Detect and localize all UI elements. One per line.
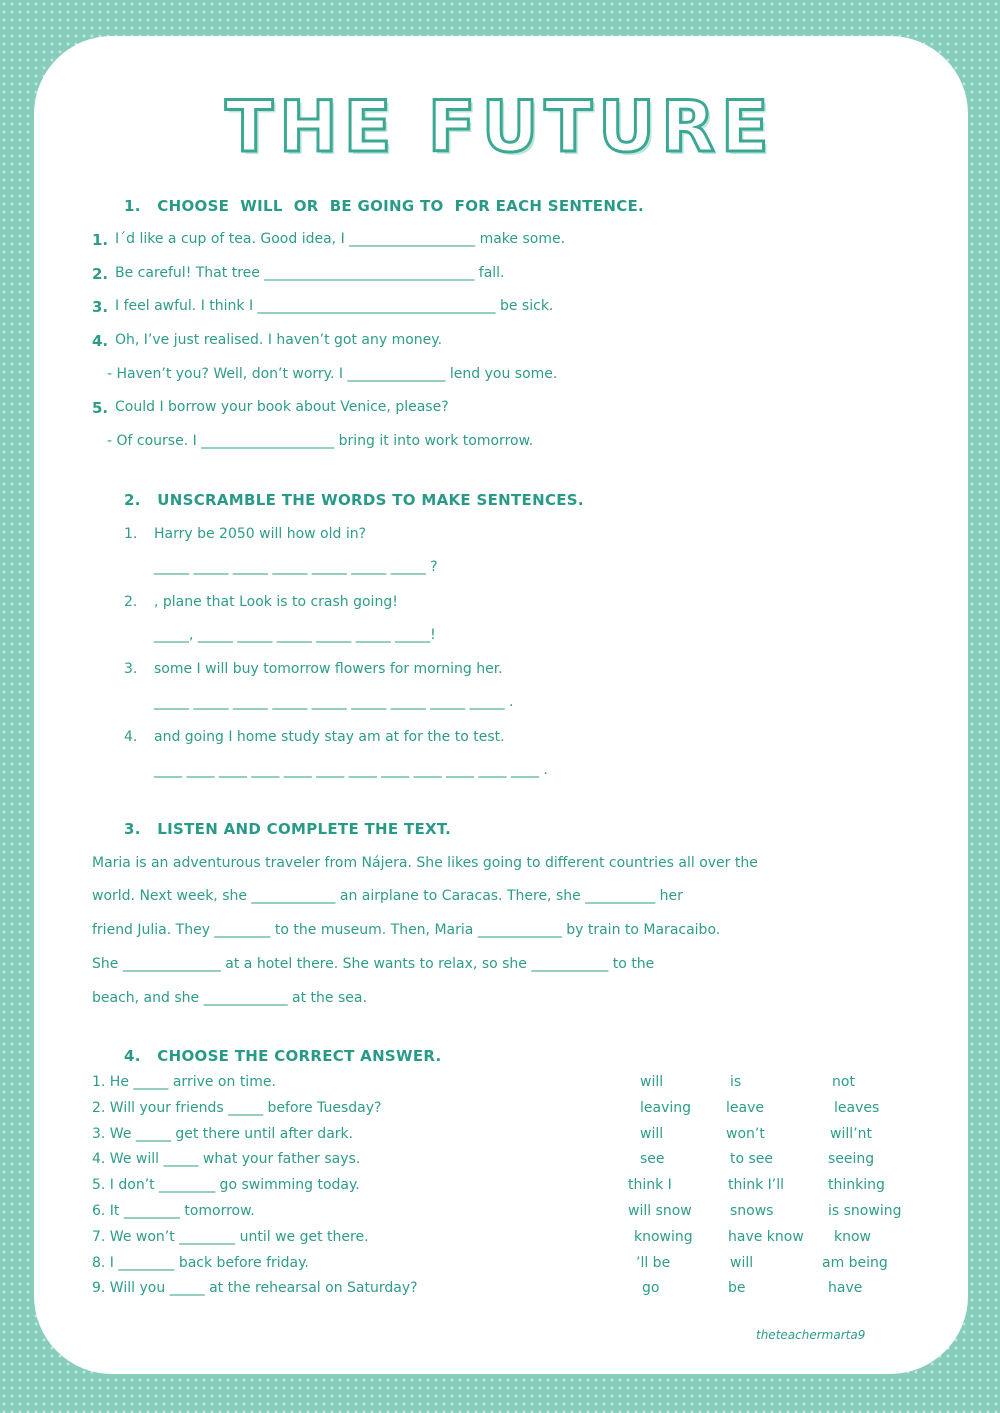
scrambled-words: , plane that Look is to crash going! bbox=[154, 594, 398, 610]
answer-option: thinking bbox=[828, 1177, 885, 1194]
answer-blanks: _____ _____ _____ _____ _____ _____ _____ ? bbox=[154, 559, 438, 575]
question-text: 7. We won’t ________ until we get there. bbox=[92, 1228, 369, 1245]
question-text: 5. I don’t ________ go swimming today. bbox=[92, 1177, 360, 1194]
answer-option: have bbox=[828, 1280, 863, 1297]
question-text: Oh, I’ve just realised. I haven’t got any money. bbox=[115, 332, 443, 348]
answer-option: knowing bbox=[634, 1228, 693, 1245]
answer-option: leave bbox=[726, 1099, 764, 1116]
answer-blanks: _____, _____ _____ _____ _____ _____ _____! bbox=[154, 627, 436, 643]
question-text: 4. We will _____ what your father says. bbox=[92, 1151, 361, 1168]
question-number: 3. bbox=[92, 298, 109, 316]
question-number: 2. bbox=[92, 265, 109, 283]
item-number: 3. bbox=[124, 661, 138, 677]
question-text: I´d like a cup of tea. Good idea, I __________________ make some. bbox=[115, 231, 566, 247]
question-number: 4. bbox=[92, 332, 109, 350]
section-2-heading: 2. UNSCRAMBLE THE WORDS TO MAKE SENTENCES. bbox=[124, 491, 584, 509]
answer-option: will bbox=[730, 1254, 754, 1271]
question-text: 2. Will your friends _____ before Tuesday? bbox=[92, 1099, 382, 1116]
answer-option: leaving bbox=[640, 1099, 692, 1116]
scrambled-words: some I will buy tomorrow flowers for morning her. bbox=[154, 661, 503, 677]
answer-option: will’nt bbox=[830, 1125, 872, 1142]
answer-blanks: ____ ____ ____ ____ ____ ____ ____ ____ ____ ____ ____ ____ . bbox=[154, 762, 548, 778]
answer-option: snows bbox=[730, 1203, 774, 1219]
answer-line: - Of course. I ___________________ bring it into work tomorrow. bbox=[107, 433, 534, 449]
item-number: 2. bbox=[124, 594, 138, 610]
answer-option: go bbox=[642, 1280, 660, 1297]
answer-option: won’t bbox=[726, 1125, 765, 1142]
answer-option: know bbox=[834, 1228, 871, 1245]
answer-blanks: _____ _____ _____ _____ _____ _____ _____ _____ _____ . bbox=[154, 694, 514, 710]
answer-option: not bbox=[832, 1074, 855, 1090]
answer-option: seeing bbox=[828, 1151, 875, 1168]
question-text: Could I borrow your book about Venice, please? bbox=[115, 399, 449, 415]
paragraph-line: world. Next week, she ____________ an airplane to Caracas. There, she __________ her bbox=[92, 888, 683, 904]
section-3-heading: 3. LISTEN AND COMPLETE THE TEXT. bbox=[124, 820, 452, 838]
question-text: I feel awful. I think I __________________________________ be sick. bbox=[115, 298, 554, 314]
page-title: THE FUTURE bbox=[225, 86, 775, 168]
answer-option: to see bbox=[730, 1151, 774, 1168]
scrambled-words: and going I home study stay am at for the to test. bbox=[154, 729, 505, 745]
question-text: 9. Will you _____ at the rehearsal on Saturday? bbox=[92, 1280, 418, 1297]
question-number: 5. bbox=[92, 399, 109, 417]
answer-option: have know bbox=[728, 1228, 804, 1245]
answer-option: will bbox=[640, 1074, 664, 1090]
paragraph-line: beach, and she ____________ at the sea. bbox=[92, 990, 367, 1006]
section-4-heading: 4. CHOOSE THE CORRECT ANSWER. bbox=[124, 1047, 442, 1065]
answer-option: think I bbox=[628, 1177, 672, 1194]
question-text: 1. He _____ arrive on time. bbox=[92, 1074, 276, 1090]
answer-option: will bbox=[640, 1125, 664, 1142]
item-number: 1. bbox=[124, 526, 138, 542]
answer-option: ’ll be bbox=[636, 1254, 671, 1271]
paragraph-line: She ______________ at a hotel there. She wants to relax, so she ___________ to the bbox=[92, 956, 655, 972]
signature: theteachermarta9 bbox=[756, 1328, 866, 1342]
answer-option: leaves bbox=[834, 1099, 880, 1116]
scrambled-words: Harry be 2050 will how old in? bbox=[154, 526, 367, 542]
answer-option: will snow bbox=[628, 1203, 692, 1219]
answer-option: is snowing bbox=[828, 1203, 902, 1219]
answer-option: is bbox=[730, 1074, 742, 1090]
section-1-heading: 1. CHOOSE WILL OR BE GOING TO FOR EACH SENTENCE. bbox=[124, 197, 645, 215]
question-text: 3. We _____ get there until after dark. bbox=[92, 1125, 354, 1142]
question-text: Be careful! That tree ______________________________ fall. bbox=[115, 265, 505, 281]
answer-line: - Haven’t you? Well, don’t worry. I ______________ lend you some. bbox=[107, 366, 558, 382]
paragraph-line: Maria is an adventurous traveler from Nájera. She likes going to different countries all over the bbox=[92, 855, 758, 871]
question-text: 8. I ________ back before friday. bbox=[92, 1254, 309, 1271]
answer-option: be bbox=[728, 1280, 746, 1297]
answer-option: think I’ll bbox=[728, 1177, 785, 1194]
answer-option: see bbox=[640, 1151, 665, 1168]
question-text: 6. It ________ tomorrow. bbox=[92, 1203, 255, 1219]
paragraph-line: friend Julia. They ________ to the museum. Then, Maria ____________ by train to Maracaibo. bbox=[92, 922, 721, 938]
item-number: 4. bbox=[124, 729, 138, 745]
answer-option: am being bbox=[822, 1254, 888, 1271]
question-number: 1. bbox=[92, 231, 109, 249]
